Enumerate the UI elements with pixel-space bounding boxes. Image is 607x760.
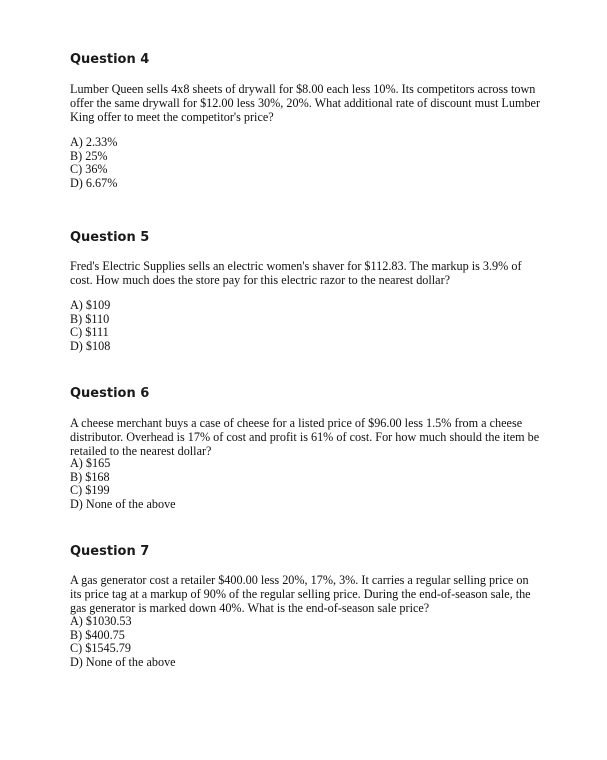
- question-7: [70, 544, 545, 669]
- answer-options: [70, 136, 117, 190]
- question-text: A cheese merchant buys a case of cheese for a listed price of $96.00 less 1.5% from a cheese distributor. Overhead is 17% of cost and profit is 61% of cost. For how much should the item be retailed to the nearest dollar?: [70, 416, 540, 458]
- option-c: C) $199: [70, 483, 110, 498]
- option-d: D) $108: [70, 338, 111, 353]
- question-heading: Question 7: [70, 544, 150, 559]
- question-text: Lumber Queen sells 4x8 sheets of drywall for $8.00 each less 10%. Its competitors across town offer the same drywall for $12.00 less 30%, 20%. What additional rate of discount must Lumber King offer to meet the competitor's price?: [70, 82, 541, 124]
- option-c: C) $111: [70, 325, 109, 340]
- question-4: [70, 52, 545, 190]
- option-c: C) $1545.79: [70, 641, 131, 656]
- option-d: D) None of the above: [70, 654, 176, 669]
- option-b: B) $168: [70, 469, 110, 484]
- option-a: A) $1030.53: [70, 614, 132, 628]
- option-c: C) 36%: [70, 162, 108, 177]
- option-d: D) None of the above: [70, 496, 176, 511]
- option-b: B) $400.75: [70, 627, 125, 642]
- option-a: A) 2.33%: [70, 135, 118, 149]
- question-5: [70, 230, 545, 353]
- question-6: [70, 386, 545, 511]
- option-a: A) $165: [70, 456, 111, 470]
- question-heading: Question 6: [70, 386, 150, 401]
- option-a: A) $109: [70, 298, 111, 312]
- option-b: B) 25%: [70, 148, 108, 163]
- option-b: B) $110: [70, 311, 110, 326]
- answer-options: [70, 615, 176, 669]
- question-text: Fred's Electric Supplies sells an electric women's shaver for $112.83. The markup is 3.9% of cost. How much does the store pay for this electric razor to the nearest dollar?: [70, 259, 522, 287]
- answer-options: [70, 299, 110, 353]
- question-text: A gas generator cost a retailer $400.00 less 20%, 17%, 3%. It carries a regular selling price on its price tag at a markup of 90% of the regular selling price. During the end-of-season sale, the gas generator is marked down 40%. What is the end-of-season sale price?: [70, 573, 531, 615]
- option-d: D) 6.67%: [70, 175, 118, 190]
- question-heading: Question 5: [70, 230, 150, 245]
- answer-options: [70, 457, 176, 511]
- question-heading: Question 4: [70, 52, 150, 67]
